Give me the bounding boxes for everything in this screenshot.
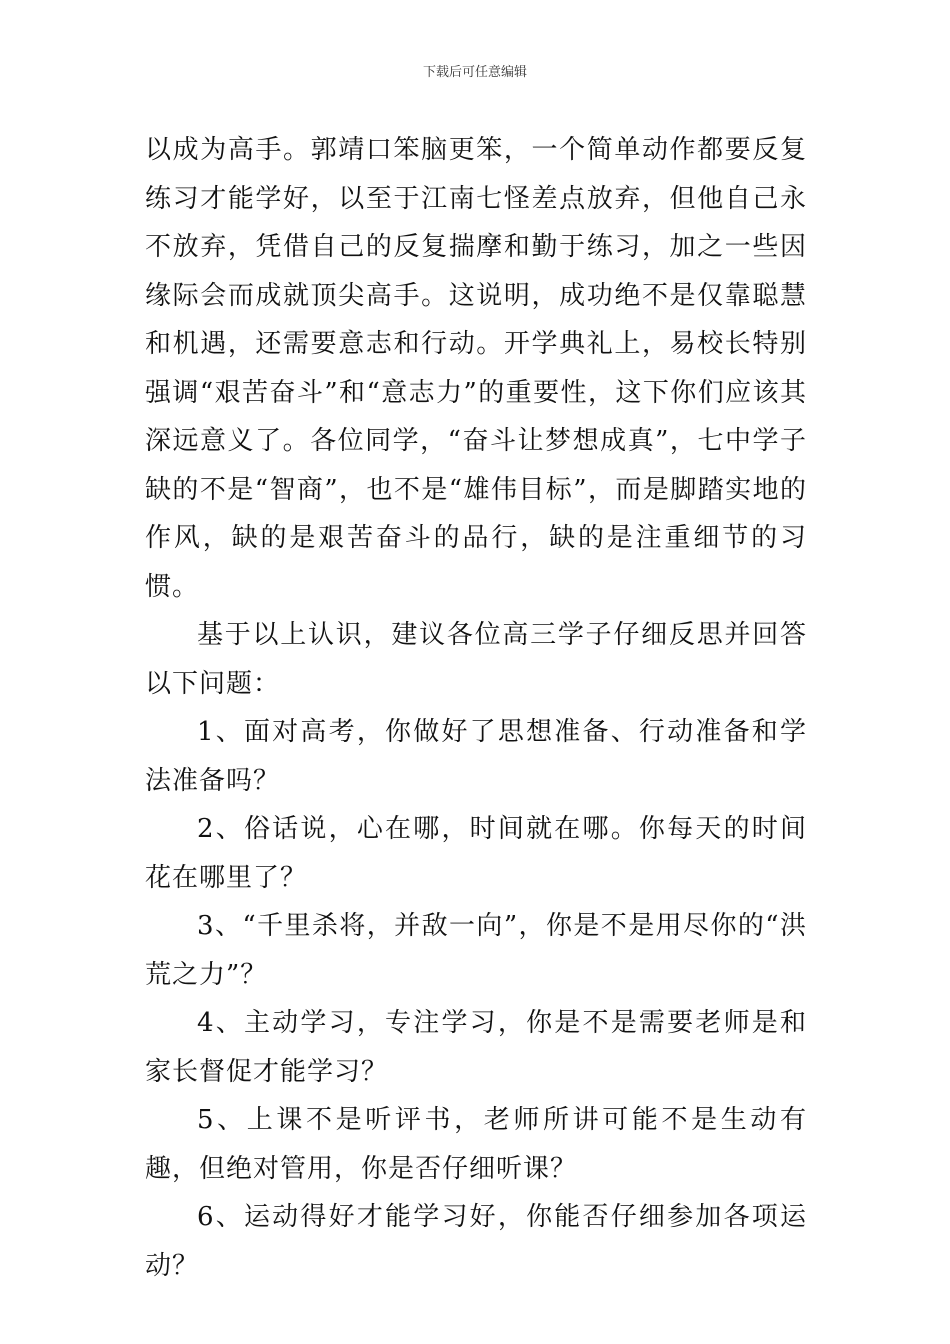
document-body <box>145 126 807 1290</box>
question-item-2: 2、俗话说，心在哪，时间就在哪。你每天的时间花在哪里了？ <box>145 814 807 893</box>
page-header: 下载后可任意编辑 <box>422 65 527 80</box>
question-item-5: 5、上课不是听评书，老师所讲可能不是生动有趣，但绝对管用，你是否仔细听课？ <box>145 1105 807 1184</box>
question-item-3: 3、“千里杀将，并敌一向”，你是不是用尽你的“洪荒之力”？ <box>145 911 807 990</box>
question-item-6: 6、运动得好才能学习好，你能否仔细参加各项运动？ <box>145 1202 807 1281</box>
paragraph-continuation: 以成为高手。郭靖口笨脑更笨，一个简单动作都要反复练习才能学好，以至于江南七怪差点放弃，但他自己永不放弃，凭借自己的反复揣摩和勤于练习，加之一些因缘际会而成就顶尖高手。这说明，成功绝不是仅靠聪慧和机遇，还需要意志和行动。开学典礼上，易校长特别强调“艰苦奋斗”和“意志力”的重要性，这下你们应该其深远意义了。各位同学，“奋斗让梦想成真”，七中学子缺的不是“智商”，也不是“雄伟目标”，而是脚踏实地的作风，缺的是艰苦奋斗的品行，缺的是注重细节的习惯。 <box>145 135 807 602</box>
question-item-4: 4、主动学习，专注学习，你是不是需要老师是和家长督促才能学习？ <box>145 1008 807 1087</box>
paragraph-suggestion: 基于以上认识，建议各位高三学子仔细反思并回答以下问题： <box>145 620 807 699</box>
question-item-1: 1、面对高考，你做好了思想准备、行动准备和学法准备吗？ <box>145 717 807 796</box>
